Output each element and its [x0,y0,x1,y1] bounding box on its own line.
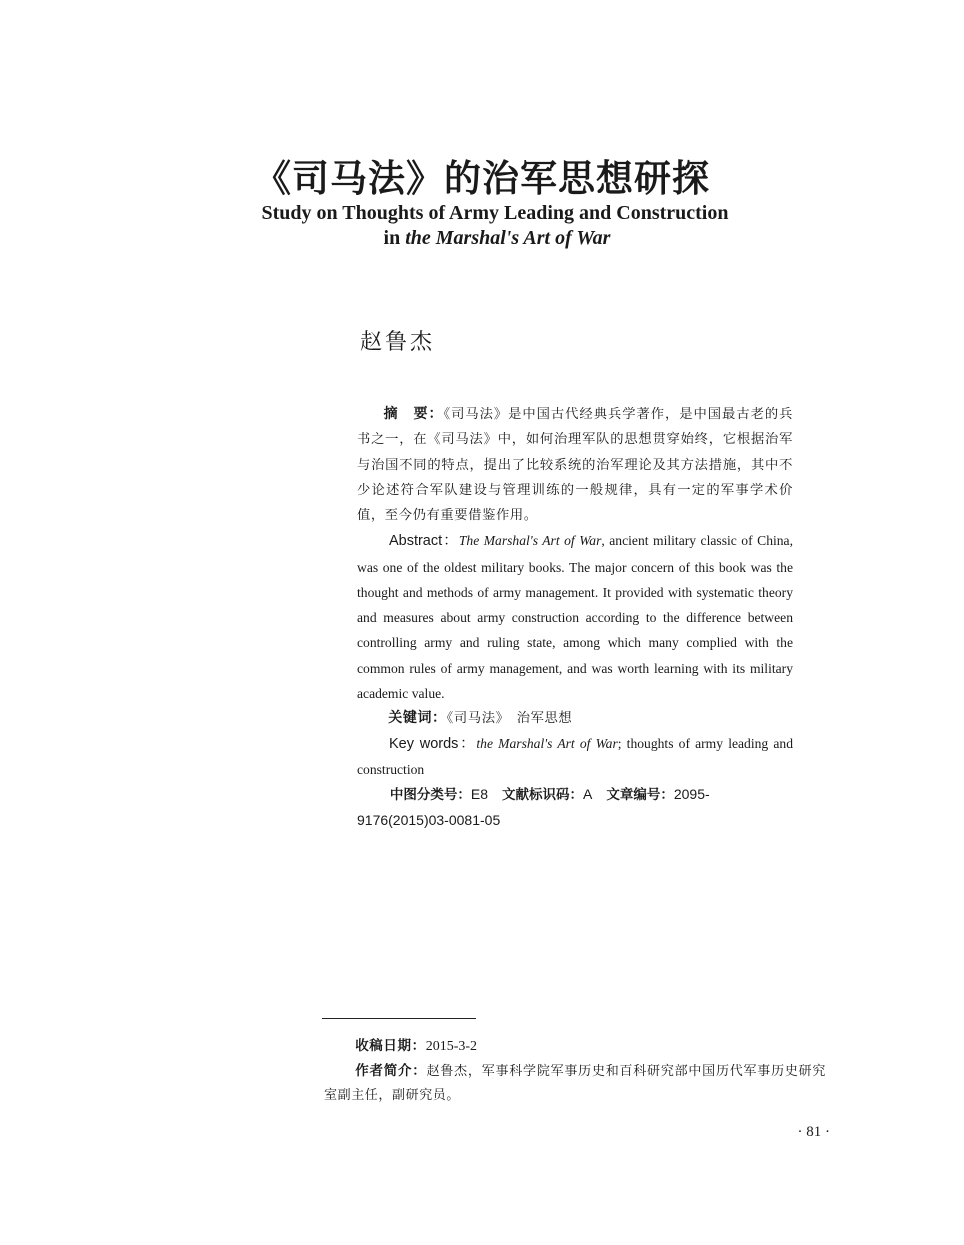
clc-label: 中图分类号： [389,787,471,804]
received-date [324,1034,826,1059]
keywords-english-label: Key words： [388,735,477,752]
received-date-value: 2015-3-2 [425,1039,478,1054]
keywords-english-title: the Marshal's Art of War [476,735,618,751]
abstract-english-label: Abstract： [388,533,459,550]
footnote [324,1034,826,1108]
title-english-prefix: in [383,227,406,249]
abstract-block [357,402,793,833]
author-name: 赵鲁杰 [360,330,436,355]
abstract-chinese [357,402,793,528]
author-bio-text: 赵鲁杰，军事科学院军事历史和百科研究部中国历代军事历史研究室副主任，副研究员。 [324,1064,827,1103]
author-bio-label: 作者简介： [355,1063,427,1079]
page-number: · 81 · [797,1124,830,1140]
clc-value: E8 [470,786,489,803]
article-title-english-line1: Study on Thoughts of Army Leading and Construction [261,202,729,224]
footnote-divider [322,1018,476,1019]
doc-code-value: A [583,786,593,803]
keywords-english-text: ; thoughts of army leading and construction [357,735,793,778]
abstract-english-text: , ancient military classic of China, was one of the oldest military books. The major concern of this book was the thought and methods of army management. It provided with systematic theory and measures about army construction according to the difference between controlling army and ruling state, among which many complied with the common rules of army management, and was worth learning with its military academic value. [357,533,793,701]
keywords-english [357,731,793,782]
keywords-chinese-text: 《司马法》 治军思想 [446,710,573,726]
keywords-chinese [357,706,793,731]
title-english-italic: the Marshal's Art of War [405,227,611,249]
abstract-english-title: The Marshal's Art of War [458,533,602,549]
article-number-value: 2095-9176(2015)03-0081-05 [357,786,710,829]
article-number-label: 文章编号： [606,787,674,804]
doc-code-label: 文献标识码： [502,787,584,804]
article-title-english-line2 [0,227,964,250]
abstract-chinese-label: 摘 要： [383,406,444,422]
abstract-english [357,528,793,705]
classification-info [357,782,793,833]
author-bio [324,1059,826,1108]
abstract-chinese-text: 《司马法》是中国古代经典兵学著作，是中国最古老的兵书之一，在《司马法》中，如何治理军队的思想贯穿始终，它根据治军与治国不同的特点，提出了比较系统的治军理论及其方法措施，其中不少论述符合军队建设与管理训练的一般规律，具有一定的军事学术价值，至今仍有重要借鉴作用。 [357,407,793,524]
article-title-chinese: 《司马法》的治军思想研探 [254,157,710,200]
keywords-chinese-label: 关键词： [388,709,447,726]
received-date-label: 收稿日期： [355,1038,426,1054]
